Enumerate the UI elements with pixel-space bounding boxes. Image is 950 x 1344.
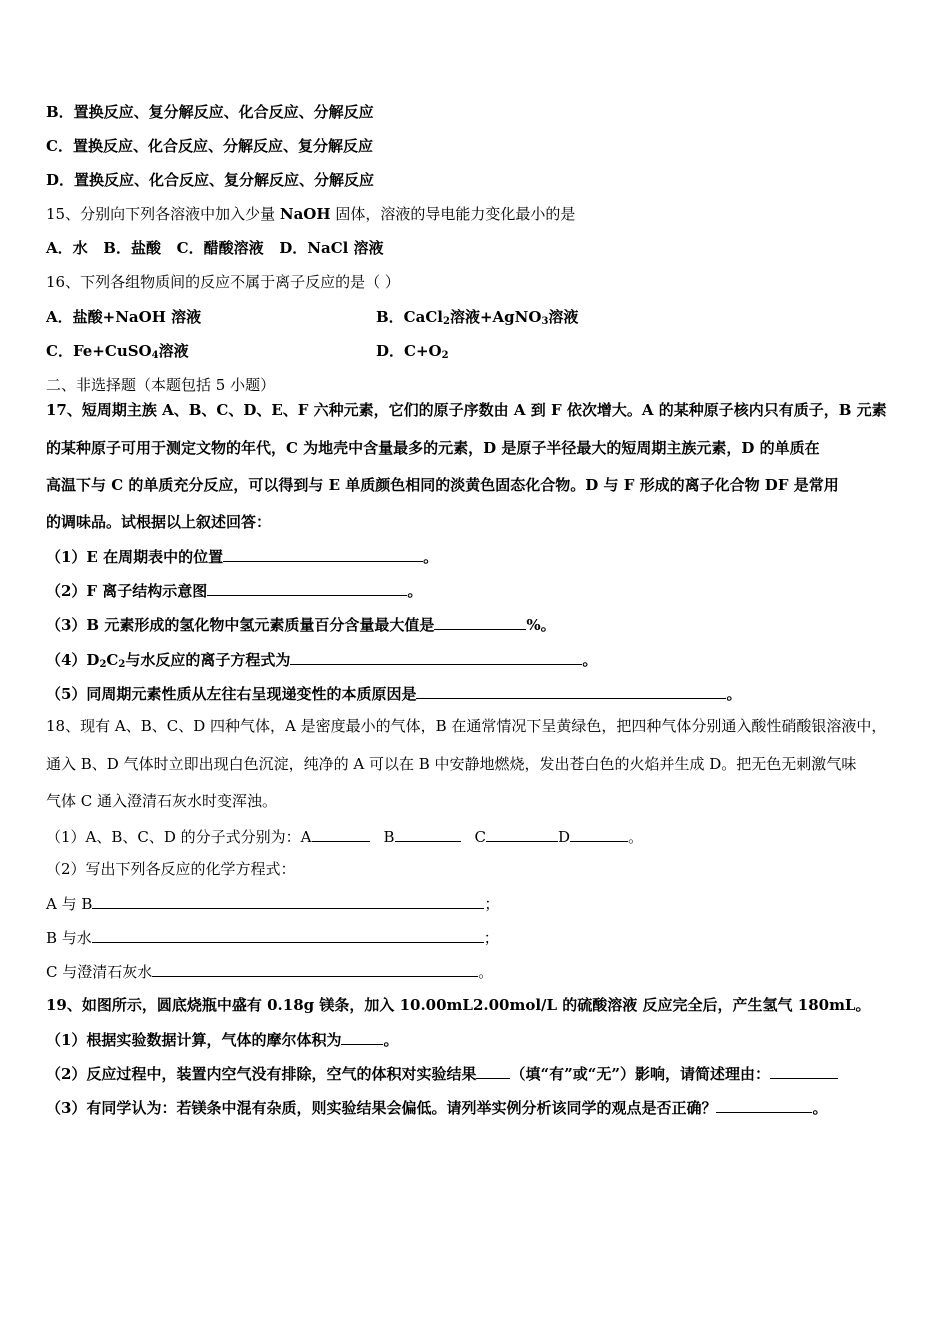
q16-option-c: C．Fe+CuSO$_4$溶液 bbox=[46, 342, 189, 361]
answer-blank[interactable] bbox=[207, 580, 407, 596]
answer-blank[interactable] bbox=[312, 826, 370, 842]
answer-blank[interactable] bbox=[290, 649, 582, 665]
section-2-heading: 二、非选择题（本题包括 5 小题） bbox=[46, 376, 276, 394]
q17-sub-2: （2）F 离子结构示意图 。 bbox=[46, 582, 423, 600]
q16-options-row2 bbox=[46, 341, 646, 361]
q16-options-row1 bbox=[46, 307, 646, 327]
answer-blank[interactable] bbox=[395, 826, 461, 842]
q15-options: A．水 B．盐酸 C．醋酸溶液 D．NaCl 溶液 bbox=[46, 239, 384, 257]
q16-option-b: B．CaCl$_2$溶液+AgNO$_3$溶液 bbox=[376, 308, 579, 327]
q18-sub-2: （2）写出下列各反应的化学方程式： bbox=[46, 860, 296, 878]
q17-sub-3: （3）B 元素形成的氢化物中氢元素质量百分含量最大值是 %。 bbox=[46, 616, 556, 634]
q17-text-line-4: 的调味品。试根据以上叙述回答： bbox=[46, 513, 272, 531]
q18-text-line-1: 18、现有 A、B、C、D 四种气体，A 是密度最小的气体，B 在通常情况下呈黄绿色，把四种气体分别通入酸性硝酸银溶液中， bbox=[46, 717, 887, 735]
q14-option-c: C．置换反应、化合反应、分解反应、复分解反应 bbox=[46, 137, 373, 155]
q15-stem-pre: 15、分别向下列各溶液中加入少量 bbox=[46, 205, 276, 223]
q19-stem: 19、如图所示，圆底烧瓶中盛有 0.18g 镁条，加入 10.00mL2.00mol/L 的硫酸溶液 反应完全后，产生氢气 180mL。 bbox=[46, 996, 871, 1014]
q17-sub-5: （5）同周期元素性质从左往右呈现递变性的本质原因是 。 bbox=[46, 685, 742, 703]
q17-text-line-3: 高温下与 C 的单质充分反应，可以得到与 E 单质颜色相同的淡黄色固态化合物。D 与 F 形成的离子化合物 DF 是常用 bbox=[46, 476, 839, 494]
q16-stem: 16、下列各组物质间的反应不属于离子反应的是（ ） bbox=[46, 273, 400, 291]
q18-text-line-2: 通入 B、D 气体时立即出现白色沉淀，纯净的 A 可以在 B 中安静地燃烧，发出苍白色的火焰并生成 D。把无色无刺激气味 bbox=[46, 755, 857, 773]
q16-option-a: A．盐酸+NaOH 溶液 bbox=[46, 308, 202, 326]
q18-equation-3: C 与澄清石灰水 。 bbox=[46, 963, 494, 981]
answer-blank[interactable] bbox=[486, 826, 558, 842]
q14-option-d: D．置换反应、化合反应、复分解反应、分解反应 bbox=[46, 171, 375, 189]
answer-blank[interactable] bbox=[152, 961, 478, 977]
q18-sub-1: （1）A、B、C、D 的分子式分别为：A B C D 。 bbox=[46, 828, 644, 846]
q19-sub-3: （3）有同学认为：若镁条中混有杂质，则实验结果会偏低。请列举实例分析该同学的观点是否正确？ 。 bbox=[46, 1099, 828, 1117]
answer-blank[interactable] bbox=[92, 893, 484, 909]
answer-blank[interactable] bbox=[223, 546, 423, 562]
answer-blank[interactable] bbox=[341, 1029, 383, 1045]
q17-sub-4: $(4)D_2C_2$与水反应的离子方程式为 。 bbox=[46, 651, 598, 670]
q15-stem-naoh: NaOH bbox=[279, 205, 331, 223]
q14-option-b: B．置换反应、复分解反应、化合反应、分解反应 bbox=[46, 103, 374, 121]
answer-blank[interactable] bbox=[570, 826, 628, 842]
answer-blank[interactable] bbox=[716, 1097, 812, 1113]
q17-text-line-2: 的某种原子可用于测定文物的年代，C 为地壳中含量最多的元素，D 是原子半径最大的短周期主族元素，D 的单质在 bbox=[46, 439, 820, 457]
q19-sub-1: （1）根据实验数据计算，气体的摩尔体积为 。 bbox=[46, 1031, 399, 1049]
q18-equation-1: A 与 B ； bbox=[46, 895, 500, 913]
answer-blank[interactable] bbox=[476, 1063, 510, 1079]
answer-blank[interactable] bbox=[770, 1063, 838, 1079]
q19-sub-2: （2）反应过程中，装置内空气没有排除，空气的体积对实验结果 （填“有”或“无”）影响，请简述理由： bbox=[46, 1063, 838, 1083]
answer-blank[interactable] bbox=[434, 614, 526, 630]
q15-stem bbox=[46, 204, 575, 224]
q17-sub-1: （1）E 在周期表中的位置 。 bbox=[46, 548, 439, 566]
q18-equation-2: B 与水 ； bbox=[46, 929, 499, 947]
answer-blank[interactable] bbox=[416, 683, 726, 699]
answer-blank[interactable] bbox=[92, 927, 484, 943]
q18-text-line-3: 气体 C 通入澄清石灰水时变浑浊。 bbox=[46, 792, 278, 810]
q16-option-d: D．$C+O_2$ bbox=[376, 342, 449, 361]
q15-stem-post: 固体，溶液的导电能力变化最小的是 bbox=[335, 205, 576, 223]
q17-text-line-1: 17、短周期主族 A、B、C、D、E、F 六种元素，它们的原子序数由 A 到 F 依次增大。A 的某种原子核内只有质子，B 元素 bbox=[46, 401, 887, 419]
